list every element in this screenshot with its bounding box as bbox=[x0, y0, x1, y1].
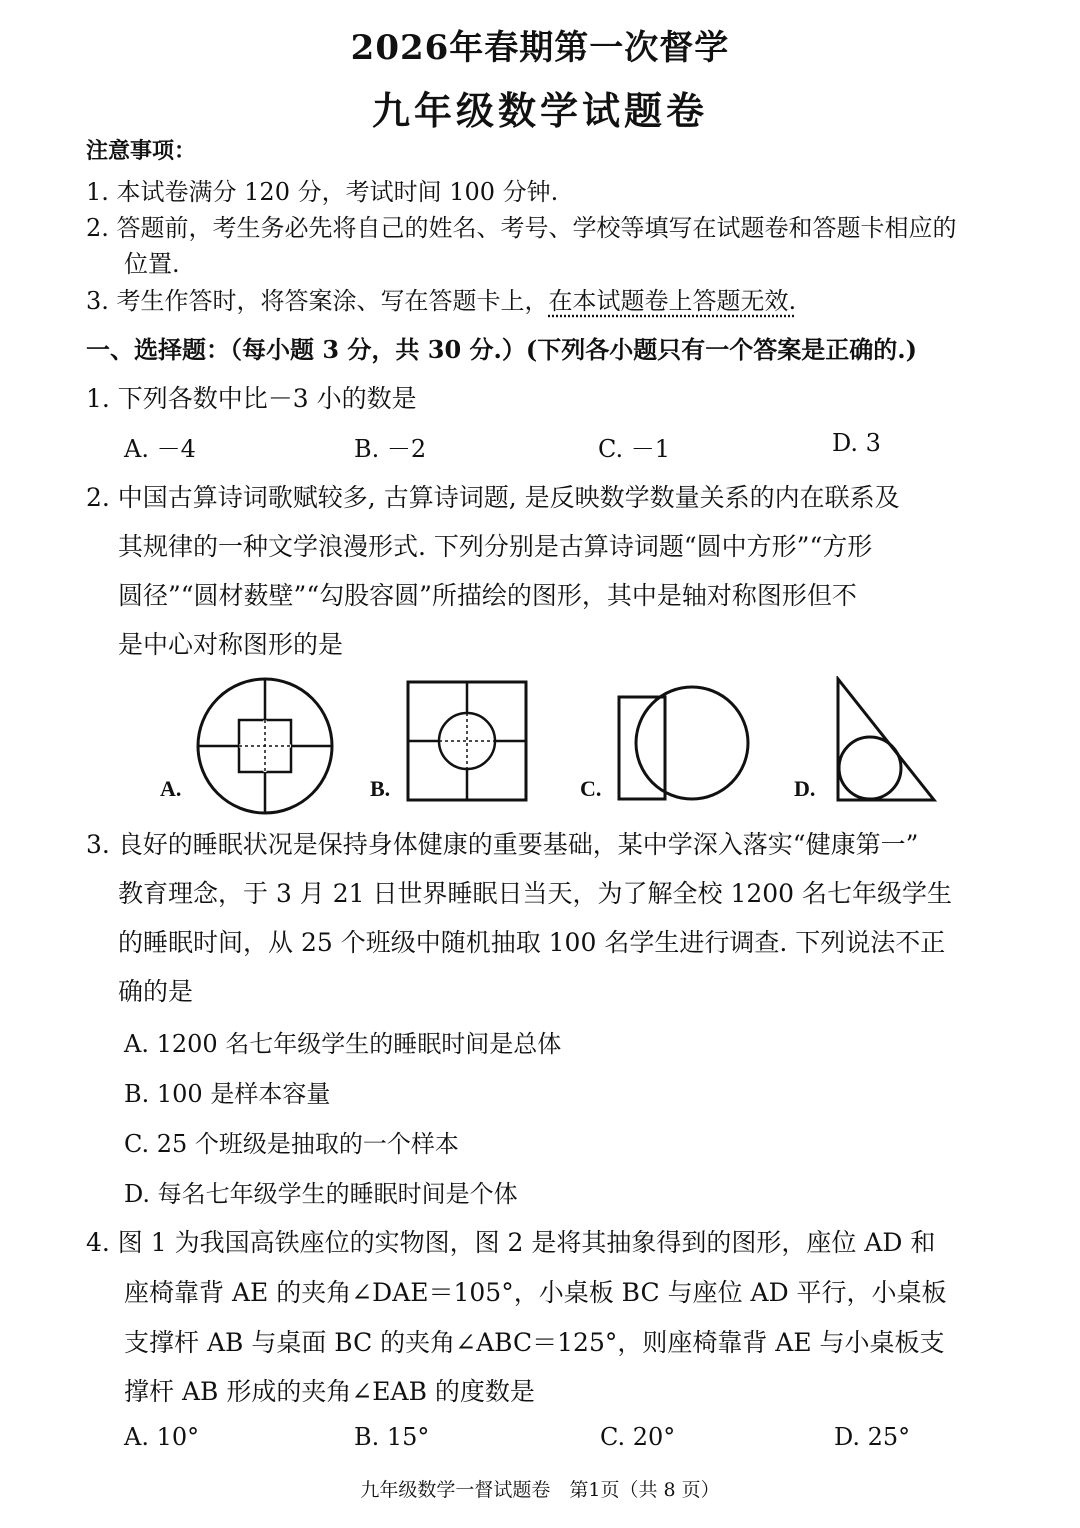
q1-option-b: B. －2 bbox=[354, 435, 427, 463]
q2-figure-c-label: C. bbox=[580, 776, 602, 801]
notice-item-2-line2: 位置. bbox=[124, 250, 180, 278]
q4-option-c: C. 20° bbox=[600, 1423, 676, 1451]
q1-option-d: D. 3 bbox=[832, 429, 881, 457]
notice-item-3-text: 3. 考生作答时，将答案涂、写在答题卡上， bbox=[86, 287, 549, 315]
q2-line-3: 圆径”“圆材薮壁”“勾股容圆”所描绘的图形，其中是轴对称图形但不 bbox=[118, 581, 857, 610]
q4-option-a: A. 10° bbox=[124, 1423, 200, 1451]
notice-item-1: 1. 本试卷满分 120 分，考试时间 100 分钟. bbox=[86, 178, 559, 206]
section-heading-choice: 一、选择题：（每小题 3 分，共 30 分.）(下列各小题只有一个答案是正确的.) bbox=[86, 335, 917, 364]
q3-line-2: 教育理念，于 3 月 21 日世界睡眠日当天，为了解全校 1200 名七年级学生 bbox=[118, 879, 953, 908]
q2-line-1: 2. 中国古算诗词歌赋较多, 古算诗词题, 是反映数学数量关系的内在联系及 bbox=[86, 483, 900, 512]
q4-line-4: 撑杆 AB 形成的夹角∠EAB 的度数是 bbox=[124, 1377, 535, 1406]
q4-line-2: 座椅靠背 AE 的夹角∠DAE＝105°，小桌板 BC 与座位 AD 平行，小桌板 bbox=[124, 1278, 947, 1307]
notice-heading: 注意事项： bbox=[86, 138, 197, 164]
exam-title-line2: 九年级数学试题卷 bbox=[371, 88, 708, 133]
q2-figure-a-label: A. bbox=[160, 776, 182, 801]
q3-line-1: 3. 良好的睡眠状况是保持身体健康的重要基础，某中学深入落实“健康第一” bbox=[86, 830, 919, 859]
notice-item-2-line1: 2. 答题前，考生务必先将自己的姓名、考号、学校等填写在试题卷和答题卡相应的 bbox=[86, 214, 957, 242]
q3-option-a: A. 1200 名七年级学生的睡眠时间是总体 bbox=[124, 1030, 562, 1058]
q2-line-2: 其规律的一种文学浪漫形式. 下列分别是古算诗词题“圆中方形”“方形 bbox=[118, 532, 873, 561]
q1-option-a: A. －4 bbox=[124, 435, 196, 463]
q2-line-4: 是中心对称图形的是 bbox=[118, 630, 344, 659]
q1-option-c: C. －1 bbox=[598, 435, 671, 463]
notice-item-3 bbox=[86, 281, 796, 316]
q2-figure-b-square-circle bbox=[405, 679, 529, 803]
q2-figure-c-circle-rectangle bbox=[612, 684, 757, 804]
q4-option-d: D. 25° bbox=[834, 1423, 911, 1451]
q2-figure-b-label: B. bbox=[370, 776, 391, 801]
q3-option-d: D. 每名七年级学生的睡眠时间是个体 bbox=[124, 1180, 518, 1208]
q3-line-3: 的睡眠时间，从 25 个班级中随机抽取 100 名学生进行调查. 下列说法不正 bbox=[118, 928, 946, 957]
page-footer: 九年级数学一督试题卷 第1页（共 8 页） bbox=[360, 1479, 720, 1501]
notice-item-3-emphasis: 在本试题卷上答题无效. bbox=[548, 287, 797, 315]
q2-figure-d-label: D. bbox=[794, 776, 816, 801]
q4-option-b: B. 15° bbox=[354, 1423, 430, 1451]
q4-line-1: 4. 图 1 为我国高铁座位的实物图，图 2 是将其抽象得到的图形，座位 AD 和 bbox=[86, 1228, 936, 1257]
q2-figure-a-circle-square bbox=[195, 676, 335, 816]
exam-title-line1: 2026年春期第一次督学 bbox=[350, 28, 730, 68]
q2-figure-d-triangle-incircle bbox=[830, 676, 940, 804]
q1-stem: 1. 下列各数中比－3 小的数是 bbox=[86, 384, 417, 413]
q3-option-b: B. 100 是样本容量 bbox=[124, 1080, 331, 1108]
q3-option-c: C. 25 个班级是抽取的一个样本 bbox=[124, 1130, 459, 1158]
q3-line-4: 确的是 bbox=[118, 977, 194, 1006]
q4-line-3: 支撑杆 AB 与桌面 BC 的夹角∠ABC＝125°，则座椅靠背 AE 与小桌板支 bbox=[124, 1328, 945, 1357]
